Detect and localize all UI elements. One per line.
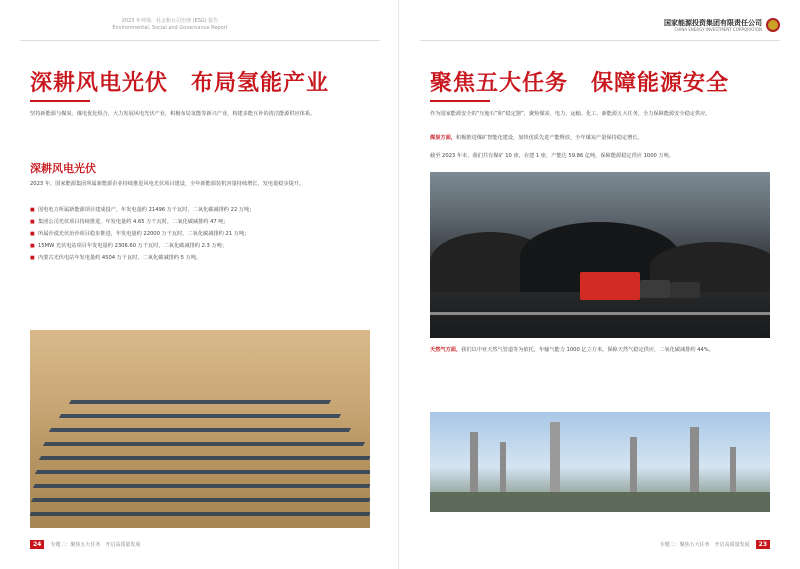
- desert-solar-photo: [30, 330, 370, 528]
- coal-paragraph: [430, 134, 770, 143]
- china-energy-logo-icon: [766, 18, 780, 32]
- gas-text: 我们以中亚天然气管道等为依托，年输气能力 1000 亿立方米，保障天然气稳定供应，二氧化碳减排约 44%。: [461, 347, 714, 353]
- page-number: 23: [756, 540, 770, 549]
- gas-plant-photo: [430, 412, 770, 512]
- page-number: 24: [30, 540, 44, 549]
- header-rule: [420, 40, 780, 41]
- list-item: ■ 内蒙古光伏电站年发电量约 4504 万千瓦时，二氧化碳减排约 5 万吨。: [30, 254, 370, 263]
- list-item: ■ 所属沙漠光伏治沙项目稳步推进，年发电量约 22000 万千瓦时，二氧化碳减排约 21 万吨；: [30, 230, 370, 239]
- coal-train-photo: [430, 172, 770, 338]
- company-logo: [664, 18, 780, 32]
- running-head-en: Environmental, Social and Governance Report: [112, 25, 228, 31]
- gas-paragraph: [430, 346, 770, 355]
- page-title: 聚焦五大任务 保障能源安全: [430, 71, 730, 96]
- list-item: ■ 国电电力所属新能源项目建成投产，年发电量约 21496 万千瓦时，二氧化碳减排约 22 万吨；: [30, 206, 370, 215]
- gas-label: 天然气方面，: [430, 347, 462, 353]
- intro-paragraph: 作为国家能源安全的“压舱石”和“稳定器”，聚焦煤炭、电力、运输、化工、新能源五大任务，全力保障能源安全稳定供应。: [430, 111, 711, 117]
- footer-label: 专题二：聚焦五大任务 开启高质量发展: [659, 542, 750, 548]
- title-underline: [30, 100, 90, 102]
- header-rule: [20, 40, 380, 41]
- page-title: 深耕风电光伏 布局氢能产业: [30, 71, 330, 96]
- company-sub: CHINA ENERGY INVESTMENT CORPORATION: [674, 26, 762, 32]
- right-page: [400, 0, 800, 569]
- footer-label: 专题二：聚焦五大任务 开启高质量发展: [50, 542, 141, 548]
- page-footer: [660, 540, 770, 549]
- coal-label: 煤炭方面，: [430, 135, 456, 141]
- list-item: ■ 集团公司光伏项目持续推进，年发电量约 4.65 万千瓦时，二氧化碳减排约 47 吨；: [30, 218, 370, 227]
- section-subtitle: 深耕风电光伏: [30, 162, 96, 175]
- running-head: [110, 18, 230, 32]
- supply-paragraph: 截至 2023 年末，我们共有煤矿 10 座，在建 1 座，产能达 59.86 亿吨，保障能源稳定供应 1000 万吨。: [430, 153, 675, 159]
- company-name: 国家能源投资集团有限责任公司: [664, 18, 762, 27]
- stats-list: [30, 206, 370, 266]
- title-underline: [430, 100, 490, 102]
- list-item: ■ 15MW 光伏电站项目年发电量约 2306.60 万千瓦时，二氧化碳减排约 2.3 万吨；: [30, 242, 370, 251]
- running-head-cn: 2023 年环境、社会和公司治理 (ESG) 报告: [121, 18, 219, 24]
- coal-text: 积极推进煤矿智能化建设，加快优质先进产能释放，全年煤炭产量保持稳定增长。: [455, 135, 643, 141]
- section-paragraph: 2023 年，国家能源集团所属新能源企业持续推进风电光伏项目建设，全年新能源装机容量持续增长，发电量稳步提升。: [30, 181, 305, 187]
- page-footer: [30, 540, 140, 549]
- intro-paragraph: 坚持新能源与煤炭、煤电优化组合，大力发展风电光伏产业，积极布局氢能等新兴产业，构建多能互补的清洁能源供应体系。: [30, 111, 316, 117]
